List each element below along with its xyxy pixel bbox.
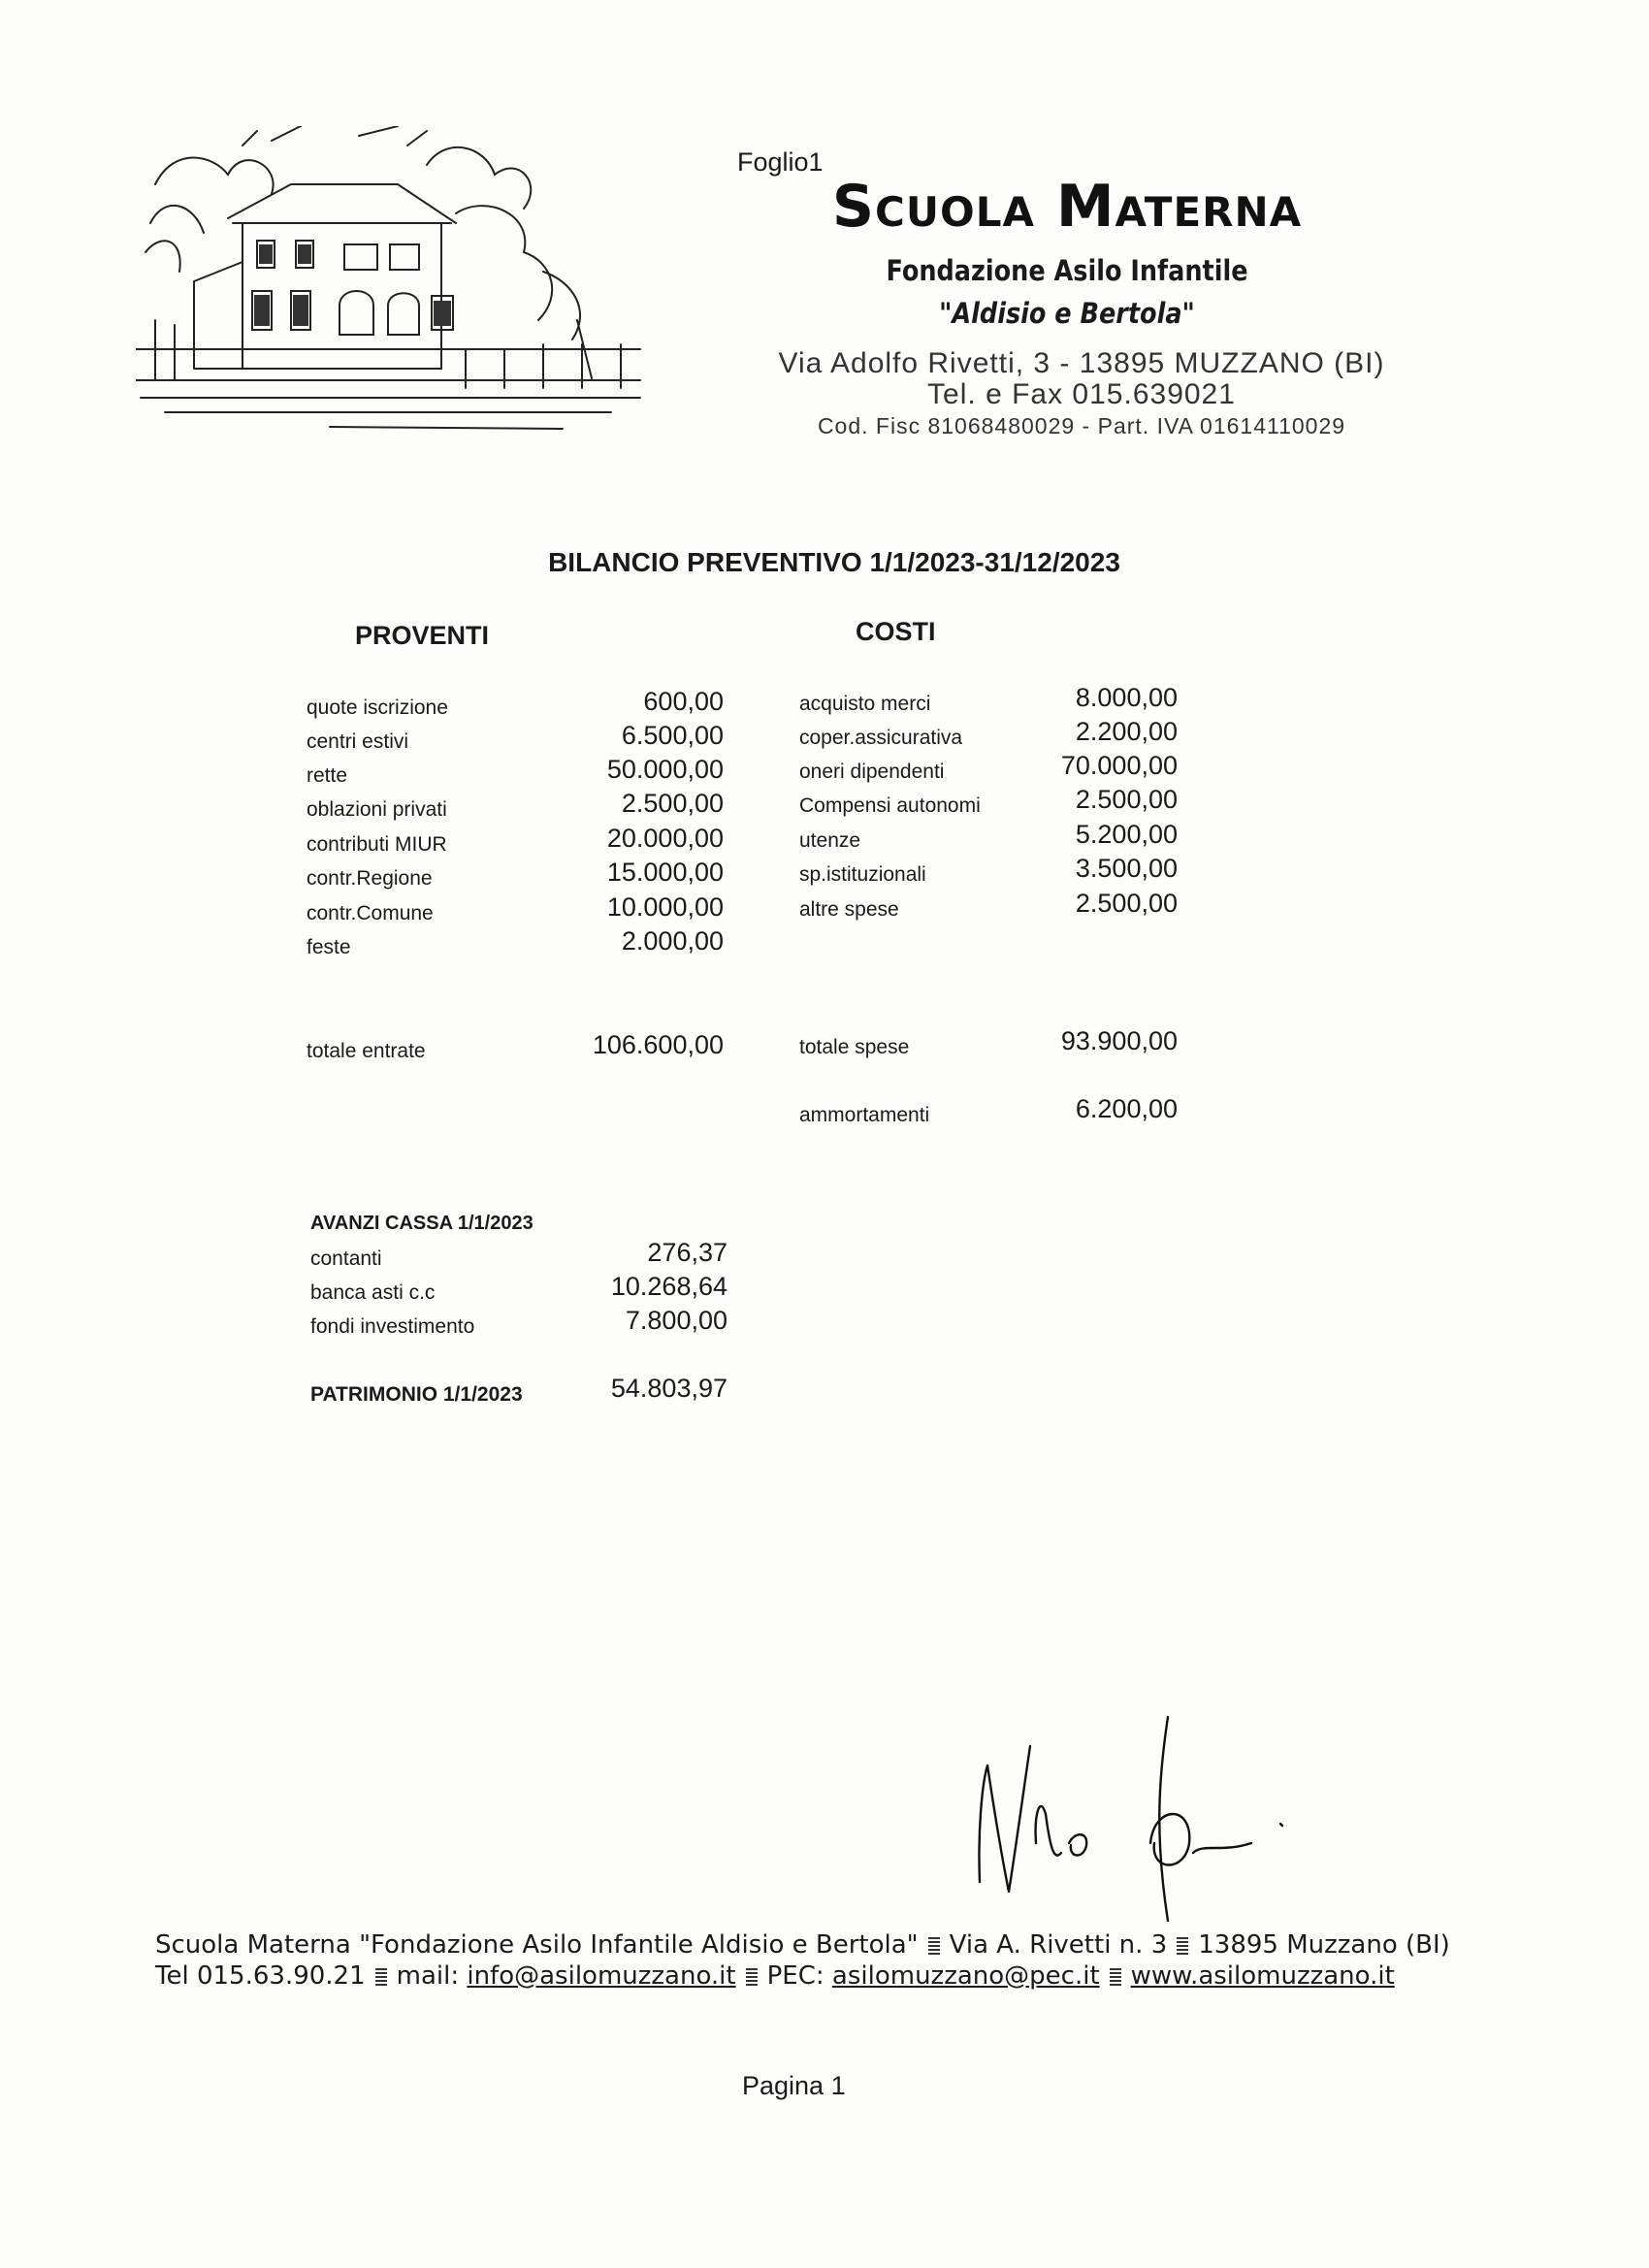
- income-value: 50.000,00: [606, 755, 724, 784]
- phone-icon: [1177, 1937, 1188, 1955]
- phone-icon: [746, 1968, 758, 1986]
- footer-city: 13895 Muzzano (BI): [1198, 1930, 1450, 1960]
- page-number: Pagina 1: [742, 2071, 846, 2100]
- cost-label: altre spese: [799, 898, 899, 921]
- footer-mail-label: mail:: [396, 1961, 460, 1991]
- cost-label: sp.istituzionali: [799, 863, 926, 886]
- total-costs-row: [799, 1026, 1178, 1069]
- cash-label: banca asti c.c: [310, 1281, 436, 1304]
- income-value: 20.000,00: [606, 824, 724, 853]
- income-label: feste: [307, 936, 351, 958]
- footer-pec-label: PEC:: [766, 1961, 824, 1991]
- footer-line-1: [155, 1930, 1450, 1960]
- cost-label: Compensi autonomi: [799, 794, 981, 817]
- cash-value: 276,37: [647, 1238, 728, 1267]
- cost-value: 2.200,00: [1075, 717, 1178, 746]
- total-costs-value: 93.900,00: [1060, 1026, 1178, 1055]
- cost-value: 2.500,00: [1075, 889, 1178, 918]
- cost-label: acquisto merci: [799, 693, 931, 715]
- cash-label: fondi investimento: [310, 1315, 475, 1338]
- income-label: quote iscrizione: [307, 697, 448, 719]
- total-income-row: [307, 1030, 724, 1073]
- foundation-subtitle: "Aldisio e Bertola": [939, 297, 1195, 330]
- cash-value: 7.800,00: [625, 1306, 728, 1335]
- school-fiscal-codes: Cod. Fisc 81068480029 - Part. IVA 01614110029: [817, 413, 1346, 438]
- income-label: rette: [307, 764, 348, 787]
- cost-value: 70.000,00: [1060, 751, 1178, 780]
- foundation-name: Fondazione Asilo Infantile: [886, 254, 1248, 287]
- footer-street: Via A. Rivetti n. 3: [949, 1930, 1168, 1960]
- total-income-value: 106.600,00: [592, 1030, 724, 1059]
- income-label: contr.Comune: [307, 902, 434, 924]
- handwritten-signature: [960, 1698, 1310, 1930]
- cost-header: COSTI: [856, 617, 936, 646]
- school-phone: Tel. e Fax 015.639021: [927, 378, 1236, 410]
- depreciation-row: [799, 1094, 1178, 1137]
- cost-label: utenze: [799, 829, 861, 852]
- income-value: 10.000,00: [606, 892, 724, 922]
- school-building-drawing: [136, 126, 655, 446]
- footer-school-name: Scuola Materna "Fondazione Asilo Infantile Aldisio e Bertola": [155, 1930, 919, 1960]
- total-income-label: totale entrate: [307, 1040, 426, 1062]
- pec-link[interactable]: asilomuzzano@pec.it: [831, 1961, 1100, 1991]
- school-address: Via Adolfo Rivetti, 3 - 13895 MUZZANO (BI): [778, 347, 1385, 379]
- phone-icon: [375, 1968, 387, 1986]
- cost-label: coper.assicurativa: [799, 727, 963, 749]
- cost-value: 5.200,00: [1075, 820, 1178, 849]
- income-value: 2.500,00: [621, 789, 724, 818]
- school-title: Scuola Materna: [831, 173, 1303, 241]
- income-header: PROVENTI: [355, 621, 490, 650]
- depreciation-label: ammortamenti: [799, 1104, 930, 1126]
- cash-row: [310, 1306, 728, 1348]
- patrimonio-label: PATRIMONIO 1/1/2023: [310, 1383, 523, 1406]
- income-value: 6.500,00: [621, 721, 724, 750]
- income-value: 2.000,00: [621, 926, 724, 956]
- cost-row: [799, 889, 1178, 931]
- income-row: [307, 926, 724, 969]
- patrimonio-value: 54.803,97: [610, 1374, 728, 1403]
- cost-value: 3.500,00: [1075, 854, 1178, 883]
- income-value: 15.000,00: [606, 858, 724, 887]
- sheet-label: Foglio1: [737, 147, 824, 177]
- income-label: contributi MIUR: [307, 833, 447, 856]
- income-value: 600,00: [643, 687, 724, 716]
- phone-icon: [1110, 1968, 1121, 1986]
- income-label: centri estivi: [307, 730, 409, 753]
- website-link[interactable]: www.asilomuzzano.it: [1130, 1961, 1395, 1991]
- footer-line-2: [155, 1961, 1395, 1991]
- phone-icon: [928, 1937, 940, 1955]
- cost-value: 8.000,00: [1075, 683, 1178, 712]
- income-label: oblazioni privati: [307, 798, 447, 821]
- depreciation-value: 6.200,00: [1075, 1094, 1178, 1123]
- footer-tel: Tel 015.63.90.21: [155, 1961, 366, 1991]
- cash-header: AVANZI CASSA 1/1/2023: [310, 1213, 534, 1234]
- patrimonio-row: [310, 1374, 728, 1416]
- income-label: contr.Regione: [307, 867, 433, 890]
- cost-value: 2.500,00: [1075, 785, 1178, 814]
- cash-value: 10.268,64: [610, 1272, 728, 1301]
- mail-link[interactable]: info@asilomuzzano.it: [467, 1961, 736, 1991]
- cash-label: contanti: [310, 1247, 382, 1270]
- total-costs-label: totale spese: [799, 1036, 910, 1058]
- cost-label: oneri dipendenti: [799, 761, 945, 783]
- budget-title: BILANCIO PREVENTIVO 1/1/2023-31/12/2023: [548, 547, 1120, 577]
